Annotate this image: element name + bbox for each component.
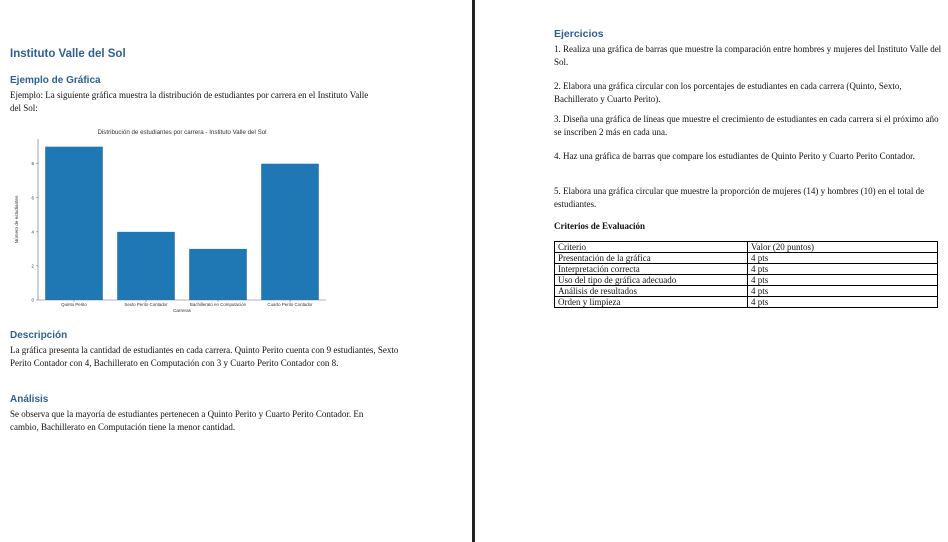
y-tick-label: 0 xyxy=(31,297,34,303)
criteria-name: Orden y limpieza xyxy=(555,297,748,308)
exercises-heading: Ejercicios xyxy=(554,28,604,40)
criteria-value: 4 pts xyxy=(748,264,938,275)
criteria-name: Presentación de la gráfica xyxy=(555,253,748,264)
table-header-cell: Valor (20 puntos) xyxy=(748,242,938,253)
exercise-item: 2. Elabora una gráfica circular con los porcentajes de estudiantes en cada carrera (Quinto, Sexto, Bachillerato y Cuarto Perito). xyxy=(554,81,902,104)
table-header-cell: Criterio xyxy=(555,242,748,253)
y-tick-label: 2 xyxy=(31,263,34,269)
y-tick-label: 6 xyxy=(31,195,34,201)
analysis-heading: Análisis xyxy=(10,394,49,405)
exercise-item: 5. Elabora una gráfica circular que muestre la proporción de mujeres (14) y hombres (10) en el total de estudiantes. xyxy=(554,186,925,209)
criteria-value: 4 pts xyxy=(748,275,938,286)
page-divider xyxy=(472,0,475,542)
y-tick-label: 8 xyxy=(31,161,34,167)
y-tick-label: 4 xyxy=(31,229,34,235)
example-text: Ejemplo: La siguiente gráfica muestra la distribución de estudiantes por carrera en el Instituto Valle del Sol: xyxy=(10,90,369,113)
exercise-item: 3. Diseña una gráfica de líneas que muestre el crecimiento de estudiantes en cada carrera si el próximo año se inscriben 2 más en cada una. xyxy=(554,114,939,137)
table-row xyxy=(555,286,938,297)
x-tick-label: Bachillerato en Computación xyxy=(189,302,247,307)
y-axis-label: Número de estudiantes xyxy=(14,195,19,244)
x-axis-label: Carreras xyxy=(173,308,191,313)
criteria-name: Análisis de resultados xyxy=(555,286,748,297)
table-row xyxy=(555,275,938,286)
students-bar-chart xyxy=(8,125,332,317)
table-row xyxy=(555,297,938,308)
right-page xyxy=(476,0,948,542)
exercise-item: 1. Realiza una gráfica de barras que muestre la comparación entre hombres y mujeres del Instituto Valle del Sol. xyxy=(554,44,942,67)
exercise-item: 4. Haz una gráfica de barras que compare los estudiantes de Quinto Perito y Cuarto Perito Contador. xyxy=(554,151,915,161)
chart-bar xyxy=(117,232,175,300)
chart-bar xyxy=(189,249,247,300)
left-page xyxy=(0,0,472,542)
chart-title: Distribución de estudiantes por carrera - Instituto Valle del Sol xyxy=(97,129,267,136)
chart-bar xyxy=(45,147,103,300)
description-text: La gráfica presenta la cantidad de estudiantes en cada carrera. Quinto Perito cuenta con 9 estudiantes, Sexto Perito Contador con 4, Bachillerato en Computación con 3 y Cuarto Perito Contador con 8. xyxy=(10,345,399,368)
chart-bar xyxy=(261,164,319,300)
x-tick-label: Sexto Perito Contador xyxy=(124,302,168,307)
criteria-name: Uso del tipo de gráfica adecuado xyxy=(555,275,748,286)
example-heading: Ejemplo de Gráfica xyxy=(10,75,101,86)
criteria-value: 4 pts xyxy=(748,297,938,308)
table-row xyxy=(555,253,938,264)
criteria-heading: Criterios de Evaluación xyxy=(554,221,645,231)
analysis-text: Se observa que la mayoría de estudiantes pertenecen a Quinto Perito y Cuarto Perito Contador. En cambio, Bachillerato en Computación tiene la menor cantidad. xyxy=(10,409,364,432)
criteria-value: 4 pts xyxy=(748,253,938,264)
school-title: Instituto Valle del Sol xyxy=(10,48,126,60)
criteria-name: Interpretación correcta xyxy=(555,264,748,275)
criteria-table xyxy=(554,241,938,308)
x-tick-label: Quinto Perito xyxy=(61,302,87,307)
table-header-row xyxy=(555,242,938,253)
table-row xyxy=(555,264,938,275)
x-tick-label: Cuarto Perito Contador xyxy=(267,302,313,307)
description-heading: Descripción xyxy=(10,330,68,341)
criteria-value: 4 pts xyxy=(748,286,938,297)
